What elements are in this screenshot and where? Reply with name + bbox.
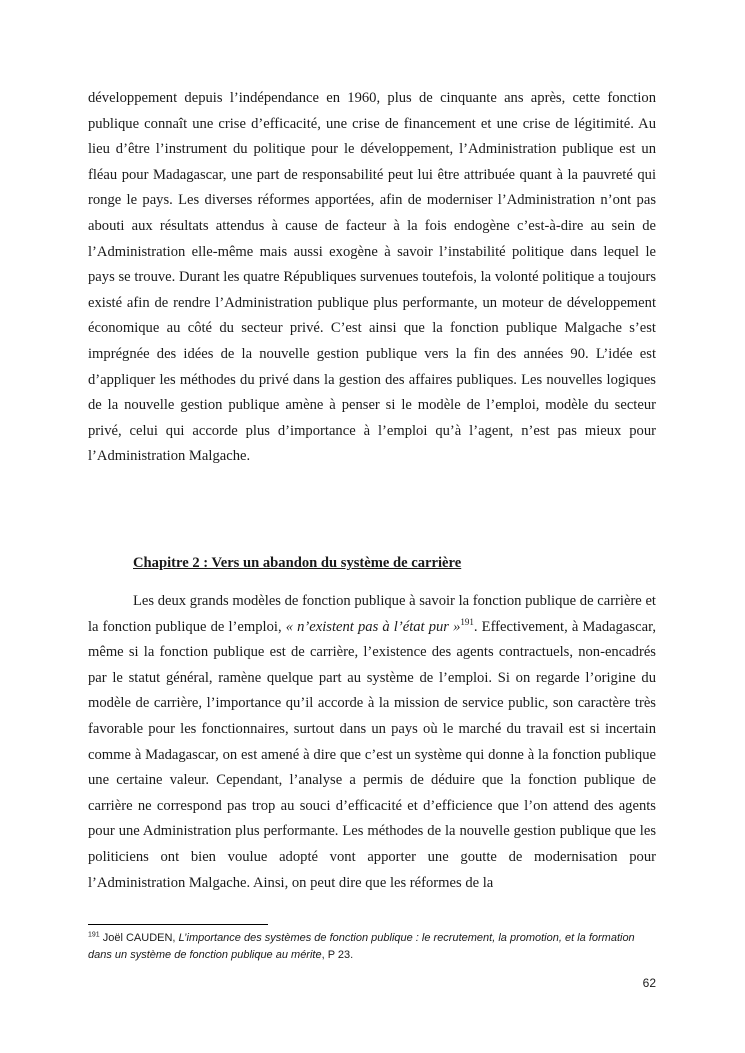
chapter-heading: Chapitre 2 : Vers un abandon du système de carrière: [133, 555, 462, 571]
footnote-reference[interactable]: 191: [460, 616, 474, 627]
citation-quote: « n’existent pas à l’état pur »: [285, 618, 461, 635]
footnote-suffix: , P 23.: [321, 949, 354, 961]
page-number: 62: [642, 976, 656, 990]
footnote-separator: [88, 924, 268, 925]
paragraph-2-body: . Effectivement, à Madagascar, même si la fonction publique est de carrière, l’existence des agents contractuels, non-encadrés par le statut général, ramène quelque part au système de l’emploi. Si on regarde l’origine du modèle de carrière, l’importance qu’il accorde à la mission de service public, son caractère très favorable pour les fonctionnaires, surtout dans un pays où le marché du travail est si incertain comme à Madagascar, on est amené à dire que c’est un système qui donne à la fonction publique une certaine valeur. Cependant, l’analyse a permis de déduire que la fonction publique de carrière ne correspond pas trop au souci d’efficacité et d’efficience que l’on attend des agents pour une Administration plus performante. Les méthodes de la nouvelle gestion publique que les politiciens ont bien voulue adopté vont apporter une goutte de modernisation pour l’Administration Malgache. Ainsi, on peut dire que les réformes de la: [88, 618, 656, 891]
footnote-author: Joël CAUDEN,: [99, 932, 179, 944]
paragraph-2-intro: Les deux grands modèles de fonction publique à savoir la fonction publique de carrière et la fonction publique de l’emploi,: [88, 593, 656, 635]
footnote-title: L’importance des systèmes de fonction publique : le recrutement, la promotion, et la formation dans un système de fonction publique au mérite: [88, 932, 635, 961]
body-paragraph-1: développement depuis l’indépendance en 1960, plus de cinquante ans après, cette fonction publique connaît une crise d’efficacité, une crise de financement et une crise de légitimité. Au lieu d’être l’instrument du politique pour le développement, l’Administration publique est un fléau pour Madagascar, une part de responsabilité peut lui être attribuée quant à la pauvreté qui ronge le pays. Les diverses réformes apportées, afin de moderniser l’Administration n’ont pas abouti aux résultats attendus à cause de facteur à la fois endogène c’est-à-dire au sein de l’Administration elle-même mais aussi exogène à savoir l’instabilité politique dans lequel le pays se trouve. Durant les quatre Républiques survenues toutefois, la volonté politique a toujours existé afin de rendre l’Administration publique plus performante, un moteur de développement économique au côté du secteur privé. C’est ainsi que la fonction publique Malgache s’est imprégnée des idées de la nouvelle gestion publique vers la fin des années 90. L’idée est d’appliquer les méthodes du privé dans la gestion des affaires publiques. Les nouvelles logiques de la nouvelle gestion publique amène à penser si le modèle de l’emploi, modèle du secteur privé, celui qui accorde plus d’importance à l’emploi qu’à l’agent, n’est pas mieux pour l’Administration Malgache.: [88, 90, 656, 465]
footnote: [88, 930, 648, 964]
body-paragraph-2: [88, 589, 656, 896]
footnote-number: 191: [88, 931, 100, 939]
